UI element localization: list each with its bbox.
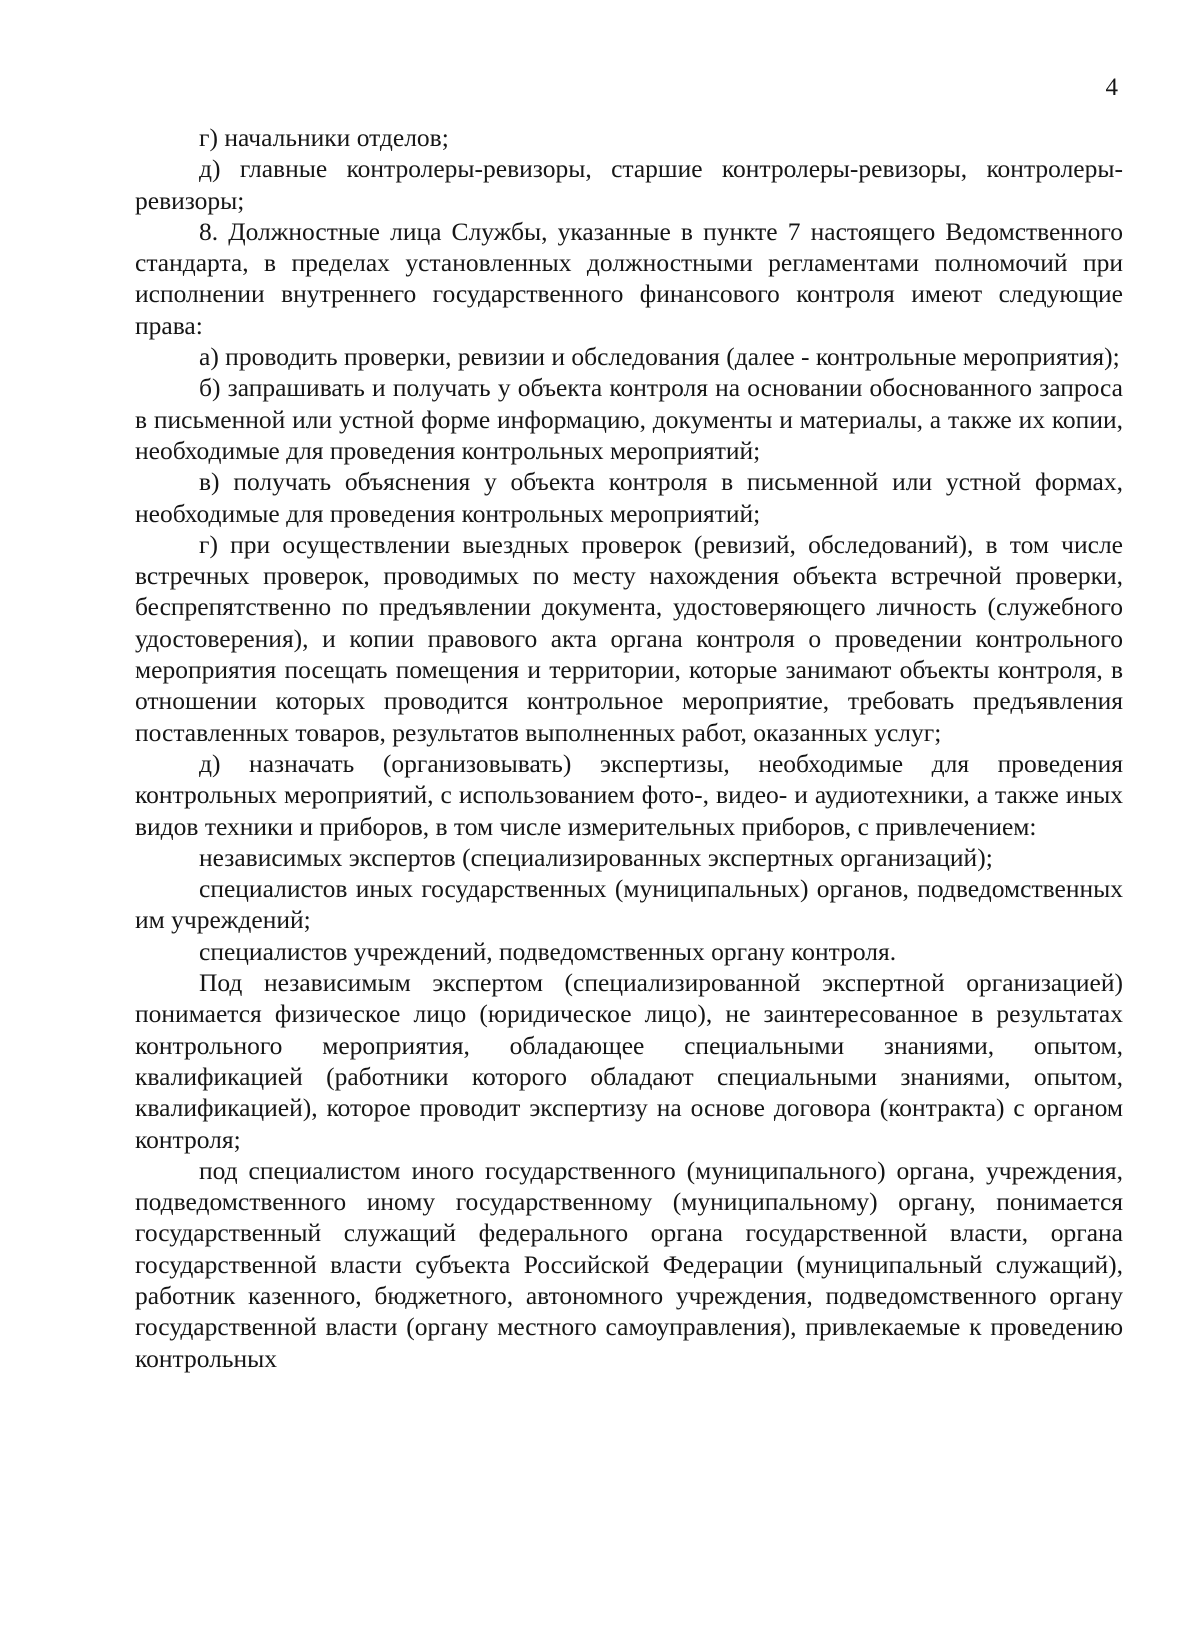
paragraph-7: г) при осуществлении выездных проверок (ревизий, обследований), в том числе встречных проверок, проводимых по месту нахождения объекта встречной проверки, беспрепятственно по предъявлении документа, удостоверяющего личность (служебного удостоверения), и копии правового акта органа контроля о проведении контрольного мероприятия посещать помещения и территории, которые занимают объекты контроля, в отношении которых проводится контрольное мероприятие, требовать предъявления поставленных товаров, результатов выполненных работ, оказанных услуг;	[135, 529, 1123, 747]
paragraph-11: специалистов учреждений, подведомственных органу контроля.	[199, 936, 897, 966]
paragraph-3: 8. Должностные лица Службы, указанные в пункте 7 настоящего Ведомственного стандарта, в пределах установленных должностными регламентами полномочий при исполнении внутреннего государственного финансового контроля имеют следующие права:	[135, 216, 1123, 340]
paragraph-6: в) получать объяснения у объекта контроля в письменной или устной формах, необходимые для проведения контрольных мероприятий;	[135, 467, 1123, 528]
paragraph-10: специалистов иных государственных (муниципальных) органов, подведомственных им учреждений;	[135, 874, 1123, 935]
paragraph-2: д) главные контролеры-ревизоры, старшие контролеры-ревизоры, контролеры-ревизоры;	[135, 154, 1123, 215]
paragraph-13: под специалистом иного государственного (муниципального) органа, учреждения, подведомственного иному государственному (муниципальному) органу, понимается государственный служащий федерального органа государственной власти, органа государственной власти субъекта Российской Федерации (муниципальный служащий), работник казенного, бюджетного, автономного учреждения, подведомственного органу государственной власти (органу местного самоуправления), привлекаемые к проведению контрольных	[135, 1155, 1123, 1373]
page-number: 4	[1105, 74, 1118, 101]
document-body	[135, 122, 1123, 1374]
paragraph-8: д) назначать (организовывать) экспертизы, необходимые для проведения контрольных мероприятий, с использованием фото-, видео- и аудиотехники, а также иных видов техники и приборов, в том числе измерительных приборов, с привлечением:	[135, 748, 1123, 841]
paragraph-12: Под независимым экспертом (специализированной экспертной организацией) понимается физическое лицо (юридическое лицо), не заинтересованное в результатах контрольного мероприятия, обладающее специальными знаниями, опытом, квалификацией (работники которого обладают специальными знаниями, опытом, квалификацией), которое проводит экспертизу на основе договора (контракта) с органом контроля;	[135, 968, 1123, 1154]
paragraph-5: б) запрашивать и получать у объекта контроля на основании обоснованного запроса в письменной или устной форме информацию, документы и материалы, а также их копии, необходимые для проведения контрольных мероприятий;	[135, 373, 1123, 465]
paragraph-1: г) начальники отделов;	[199, 123, 449, 152]
paragraph-9: независимых экспертов (специализированных экспертных организаций);	[199, 842, 993, 872]
paragraph-4: а) проводить проверки, ревизии и обследования (далее - контрольные мероприятия);	[199, 342, 1120, 372]
